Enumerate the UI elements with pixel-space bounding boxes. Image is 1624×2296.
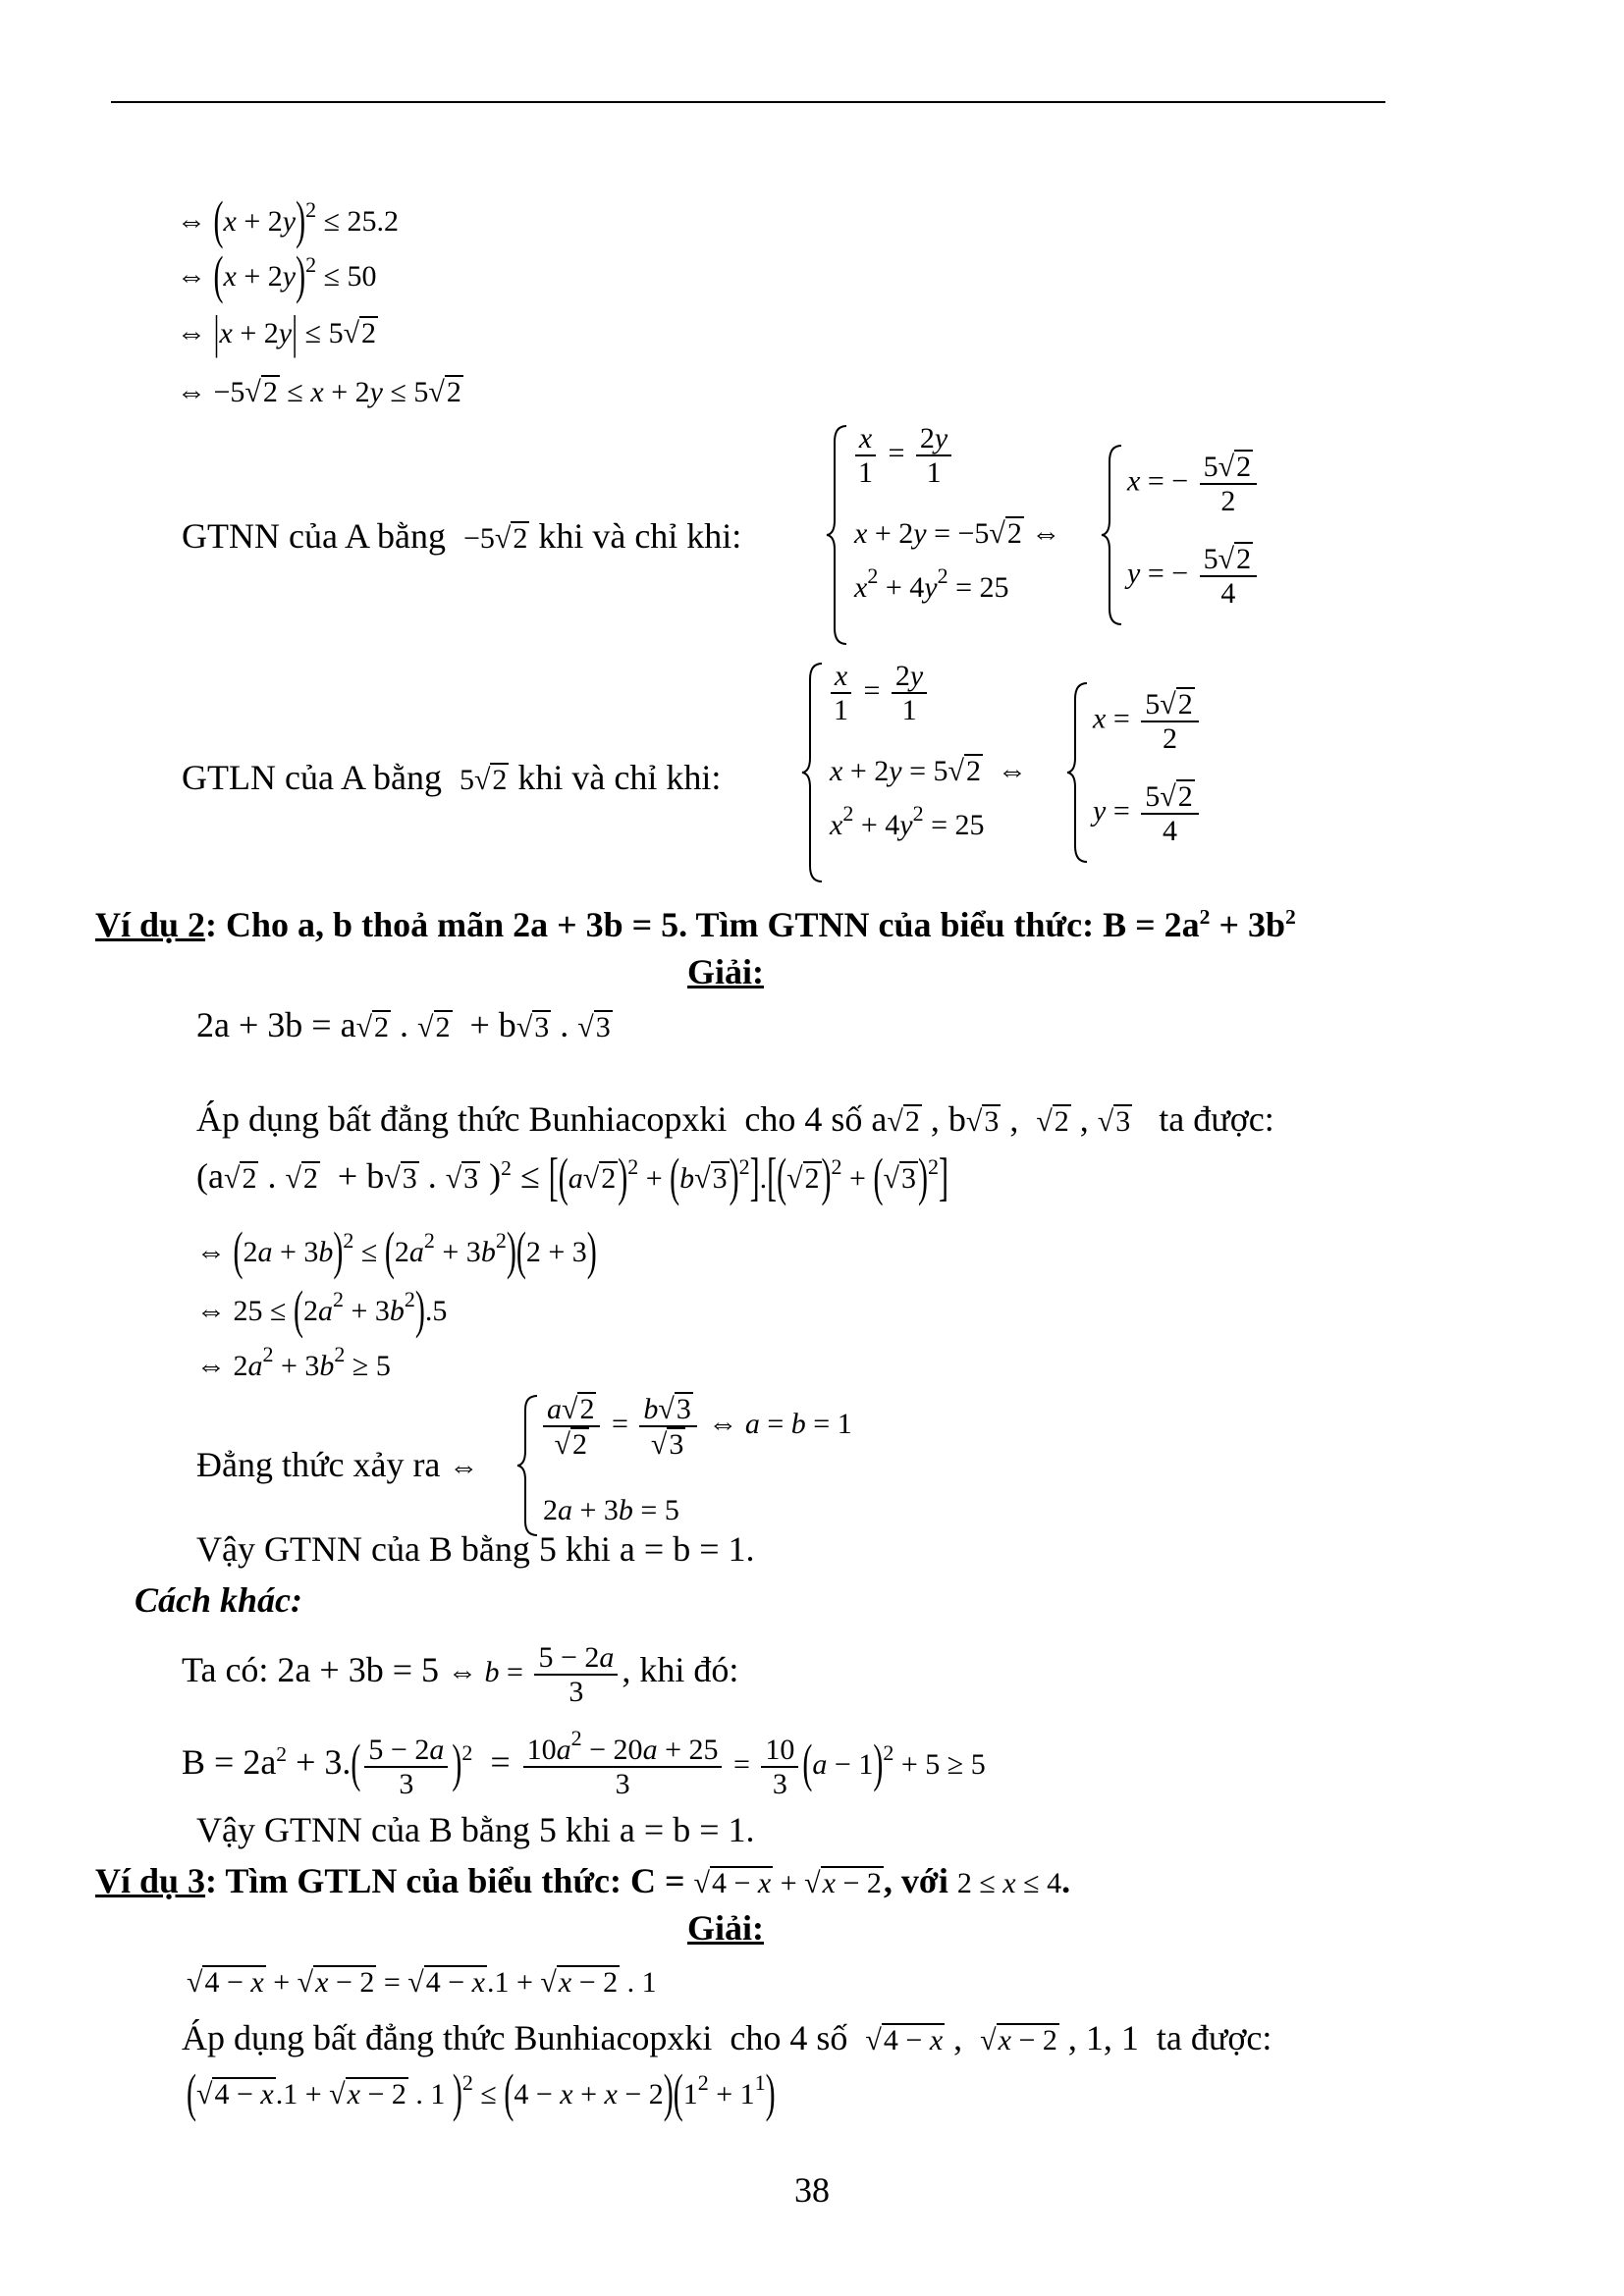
alternative-step-2: $B = 2a^2 + 3$.( $\frac{5 - 2a}{3}$ )$^2$ = $\frac{10a^2 - 20a + 25}{3}$ = $\frac{10}{3}$ $(a - 1)^2 + 5 \ge 5$ (182, 1726, 986, 1800)
example3-heading: Ví dụ 3: Tìm GTLN của biểu thức: C = √4 − x + √x − 2, với 2 ≤ x ≤ 4. (95, 1861, 1071, 1900)
example2-step-6: ⇔ $2a^2 + 3b^2 \ge 5$ (196, 1342, 391, 1382)
example3-step-3: (√4 − x.1 + √x − 2 . 1 )$^2 \le (4 - x + x - 2)(1^2 + 1^1)$ (187, 2064, 776, 2123)
alternative-conclusion: Vậy GTNN của B bằng 5 khi a = b = 1. (196, 1810, 755, 1849)
equiv-line-4: ⇔ −5√2 ≤ x + 2y ≤ 5√2 (177, 376, 461, 408)
example2-step-2: Áp dụng bất đẳng thức Bunhiacopxki cho 4 số a√2 , b√3 , √2 , √3 ta được: (196, 1099, 1274, 1139)
example2-equality-system: $\frac{a√2}{√2}$ = $\frac{b√3}{√3}$ ⇔ a = b = 1 2a + 3b = 5 (515, 1392, 908, 1539)
example2-equality-label: Đẳng thức xảy ra ⇔ (196, 1445, 479, 1484)
gtnn-statement: GTNN của A bằng −5√2 khi và chỉ khi: (182, 516, 742, 556)
example2-step-4: ⇔ $(2a + 3b)^2 \le (2a^2 + 3b^2)(2 + 3)$ (196, 1222, 597, 1281)
gtln-statement: GTLN của A bằng 5√2 khi và chỉ khi: (182, 758, 722, 797)
left-brace-icon (1100, 442, 1129, 628)
example2-step-5: ⇔ $25 \le (2a^2 + 3b^2).5$ (196, 1281, 448, 1340)
example3-solution-title: Giải: (687, 1908, 764, 1948)
example2-heading: Ví dụ 2: Cho a, b thoả mãn 2a + 3b = 5. Tìm GTNN của biểu thức: $B = 2a^2 + 3b^2$ (95, 905, 1296, 944)
gtnn-system: $\frac{x}{1}$ = $\frac{2y}{1}$ x + 2y = −5√2 ⇔ $x^2 + 4y^2 = 25$ x = − $\frac{5√2}{2}$ y = − $\frac{5√2}{4}$ (825, 422, 1267, 648)
equiv-line-3: ⇔ |x + 2y| ≤ 5√2 (177, 306, 377, 359)
gtln-system: $\frac{x}{1}$ = $\frac{2y}{1}$ x + 2y = 5√2 ⇔ $x^2 + 4y^2 = 25$ x = $\frac{5√2}{2}$ y = $\frac{5√2}{4}$ (800, 660, 1242, 885)
example2-solution-title: Giải: (687, 952, 764, 991)
alternative-step-1: Ta có: 2a + 3b = 5 ⇔ b = $\frac{5 - 2a}{3}$ , khi đó: (182, 1641, 739, 1708)
example2-step-3: (a√2 . √2 + b√3 . √3 )$^2 \le [(a√2)^2 + (b√3)^2].[(√2)^2 + (√3)^2]$ (196, 1148, 948, 1207)
example2-step-1: 2a + 3b = a√2 . √2 + b√3 . √3 (196, 1005, 611, 1044)
alternative-method-title: Cách khác: (135, 1580, 302, 1620)
page-number: 38 (794, 2170, 830, 2210)
left-brace-icon (1065, 679, 1095, 866)
equiv-line-1: ⇔ $(x + 2y)^2 \le 25.2$ (177, 191, 400, 250)
header-rule (111, 101, 1385, 103)
equiv-line-2: ⇔ $(x + 2y)^2 \le 50$ (177, 246, 377, 305)
example2-conclusion: Vậy GTNN của B bằng 5 khi a = b = 1. (196, 1529, 755, 1569)
example3-step-2: Áp dụng bất đẳng thức Bunhiacopxki cho 4 số √4 − x , √x − 2 , 1, 1 ta được: (182, 2018, 1272, 2057)
example3-step-1: √4 − x + √x − 2 = √4 − x.1 + √x − 2 . 1 (187, 1966, 657, 1999)
